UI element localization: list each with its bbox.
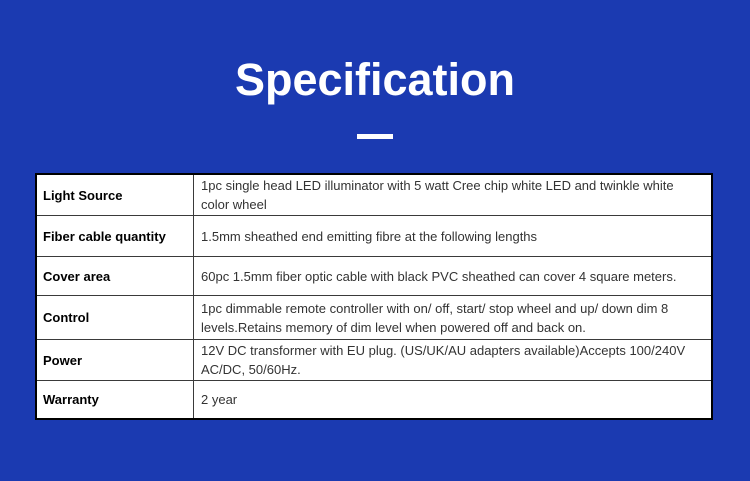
title-underline-dash xyxy=(357,134,393,139)
spec-value-warranty: 2 year xyxy=(194,381,713,419)
spec-value-light-source: 1pc single head LED illuminator with 5 watt Cree chip white LED and twinkle white color wheel xyxy=(194,174,713,216)
page-title: Specification xyxy=(234,54,516,105)
spec-label-fiber-cable-quantity: Fiber cable quantity xyxy=(36,216,194,257)
table-row xyxy=(36,216,712,257)
spec-table xyxy=(35,173,713,420)
spec-label-light-source: Light Source xyxy=(36,174,194,216)
spec-value-control: 1pc dimmable remote controller with on/ off, start/ stop wheel and up/ down dim 8 levels.Retains memory of dim level when powered off and back on. xyxy=(194,296,713,340)
table-row xyxy=(36,381,712,419)
table-row xyxy=(36,296,712,340)
spec-label-cover-area: Cover area xyxy=(36,257,194,296)
spec-value-fiber-cable-quantity: 1.5mm sheathed end emitting fibre at the following lengths xyxy=(194,216,713,257)
table-row xyxy=(36,257,712,296)
spec-label-warranty: Warranty xyxy=(36,381,194,419)
spec-label-control: Control xyxy=(36,296,194,340)
table-row xyxy=(36,174,712,216)
spec-value-cover-area: 60pc 1.5mm fiber optic cable with black PVC sheathed can cover 4 square meters. xyxy=(194,257,713,296)
spec-label-power: Power xyxy=(36,340,194,381)
table-row xyxy=(36,340,712,381)
spec-value-power: 12V DC transformer with EU plug. (US/UK/AU adapters available)Accepts 100/240V AC/DC, 50/60Hz. xyxy=(194,340,713,381)
